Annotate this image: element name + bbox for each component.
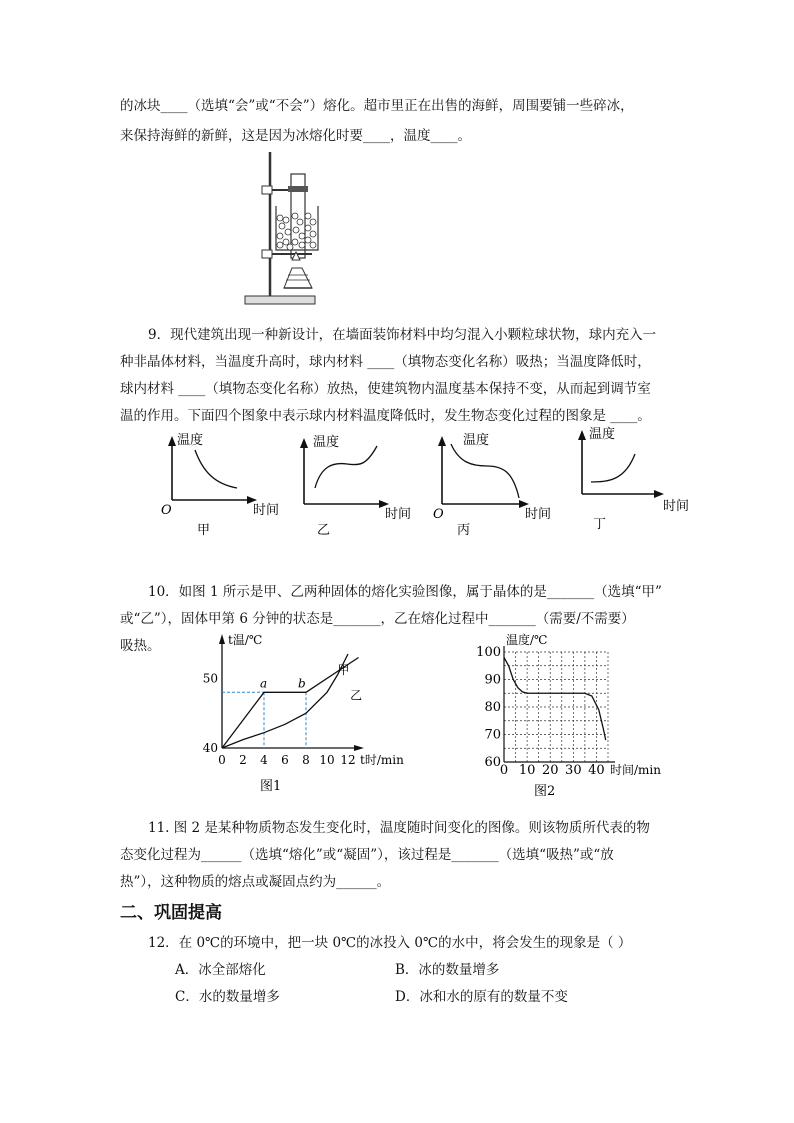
q9-line-1: 9．现代建筑出现一种新设计，在墙面装饰材料中均匀混入小颗粒球状物，球内充入一 (148, 327, 657, 343)
figure-1-xticks (218, 753, 355, 767)
figure-1-caption: 图1 (260, 779, 282, 794)
q11-line-2: 态变化过程为______（选填“熔化”或“凝固”），该过程是_______（选填“吸热”或“放 (120, 847, 614, 863)
figure-1-xtick: 4 (260, 753, 268, 767)
figure-1-series-label: 甲 (337, 663, 350, 678)
figure-1-xtick: 12 (340, 753, 356, 767)
figure-2-ylabel: 温度/℃ (506, 633, 548, 647)
graph-jia-origin: O (161, 503, 172, 518)
figure-1-point-label: a (260, 676, 268, 691)
figure-1-xlabel: t时/min (360, 753, 404, 767)
graph-jia-xlabel: 时间 (253, 503, 280, 518)
heating-apparatus-figure (240, 148, 320, 308)
figure-1-point-label: b (298, 676, 306, 691)
q12-option-b: B．冰的数量增多 (395, 962, 500, 978)
q12-option-d: D．冰和水的原有的数量不变 (395, 989, 568, 1005)
figure-1-xtick: 8 (302, 753, 310, 767)
graph-yi-caption: 乙 (317, 523, 331, 538)
graph-yi-ylabel: 温度 (313, 435, 340, 450)
q8-line-2: 来保持海鲜的新鲜，这是因为冰熔化时要____，温度____。 (120, 128, 471, 144)
graph-yi-xlabel: 时间 (385, 507, 412, 522)
figure-1-series-line (222, 654, 348, 748)
figure-2-chart (470, 632, 685, 804)
q10-line-1: 10．如图 1 所示是甲、乙两种固体的熔化实验图像，属于晶体的是_______（选填“甲” (148, 584, 662, 600)
graph-bing-xlabel: 时间 (525, 507, 552, 522)
graph-bing-origin: O (433, 507, 444, 522)
figure-2-xtick: 30 (565, 763, 582, 778)
q12-stem: 12．在 0℃的环境中，把一块 0℃的冰投入 0℃的水中，将会发生的现象是（ ） (148, 935, 632, 951)
figure-2-series-line (504, 658, 606, 741)
figure-2-grid (504, 646, 615, 762)
graph-bing (425, 428, 560, 540)
figure-1-series-label: 乙 (350, 688, 363, 703)
figure-2-xtick: 20 (541, 763, 559, 778)
q10-line-3: 吸热。 (120, 638, 161, 654)
q12-option-c: C．水的数量增多 (175, 989, 280, 1005)
figure-1-xtick: 10 (319, 753, 335, 767)
q9-line-3: 球内材料 ____（填物态变化名称）放热，使建筑物内温度基本保持不变，从而起到调节室 (120, 381, 651, 397)
figure-2-xlabel: 时间/min (610, 763, 661, 777)
graph-jia (155, 428, 285, 540)
figure-2-xtick: 40 (588, 763, 605, 778)
figure-1-guides (222, 676, 306, 748)
graph-bing-caption: 丙 (457, 523, 471, 538)
figure-2-ytick: 70 (484, 727, 501, 743)
figure-1-xtick: 2 (239, 753, 247, 767)
graph-ding (565, 422, 695, 534)
figure-1-xtick: 0 (218, 753, 226, 767)
graph-jia-ylabel: 温度 (177, 433, 204, 448)
figure-1-ytick: 40 (202, 741, 218, 755)
q8-line-1: 的冰块____（选填“会”或“不会”）熔化。超市里正在出售的海鲜，周围要铺一些碎冰， (120, 98, 634, 114)
q9-line-4: 温的作用。下面四个图象中表示球内材料温度降低时，发生物态变化过程的图象是 ____。 (120, 408, 651, 424)
q9-line-2: 种非晶体材料，当温度升高时，球内材料 ____（填物态变化名称）吸热；当温度降低时， (120, 354, 651, 370)
figure-1-yticks (203, 671, 218, 755)
figure-2-ytick: 80 (484, 700, 501, 715)
figure-1-ylabel: t温/℃ (228, 633, 263, 647)
q11-line-3: 热”），这种物质的熔点或凝固点约为______。 (120, 874, 391, 890)
figure-2-ytick: 100 (476, 645, 501, 660)
graph-yi (287, 428, 417, 540)
figure-2-ytick: 90 (484, 672, 501, 688)
figure-2-ytick: 60 (484, 755, 501, 770)
graph-ding-xlabel: 时间 (663, 499, 690, 514)
graph-ding-ylabel: 温度 (589, 427, 616, 442)
graph-ding-caption: 丁 (593, 517, 607, 532)
figure-2-yticks (476, 645, 501, 770)
figure-1-series (222, 654, 362, 748)
q10-line-2: 或“乙”），固体甲第 6 分钟的状态是_______，乙在熔化过程中_______（需要/不需要） (120, 611, 635, 627)
figure-1-xtick: 6 (281, 753, 289, 767)
graph-bing-ylabel: 温度 (463, 433, 490, 448)
graph-jia-caption: 甲 (197, 523, 211, 538)
figure-2-xtick: 10 (518, 763, 536, 778)
figure-2-series (504, 658, 606, 741)
section-2-heading: 二、巩固提高 (120, 903, 222, 923)
figure-2-xtick: 0 (499, 763, 509, 778)
figure-2-caption: 图2 (534, 784, 556, 799)
figure-1-chart (200, 630, 415, 805)
figure-2-xticks (500, 763, 605, 778)
q11-line-1: 11. 图 2 是某种物质物态发生变化时，温度随时间变化的图像。则该物质所代表的物 (148, 820, 650, 836)
figure-1-ytick: 50 (202, 671, 218, 686)
q12-option-a: A．冰全部熔化 (175, 962, 266, 978)
